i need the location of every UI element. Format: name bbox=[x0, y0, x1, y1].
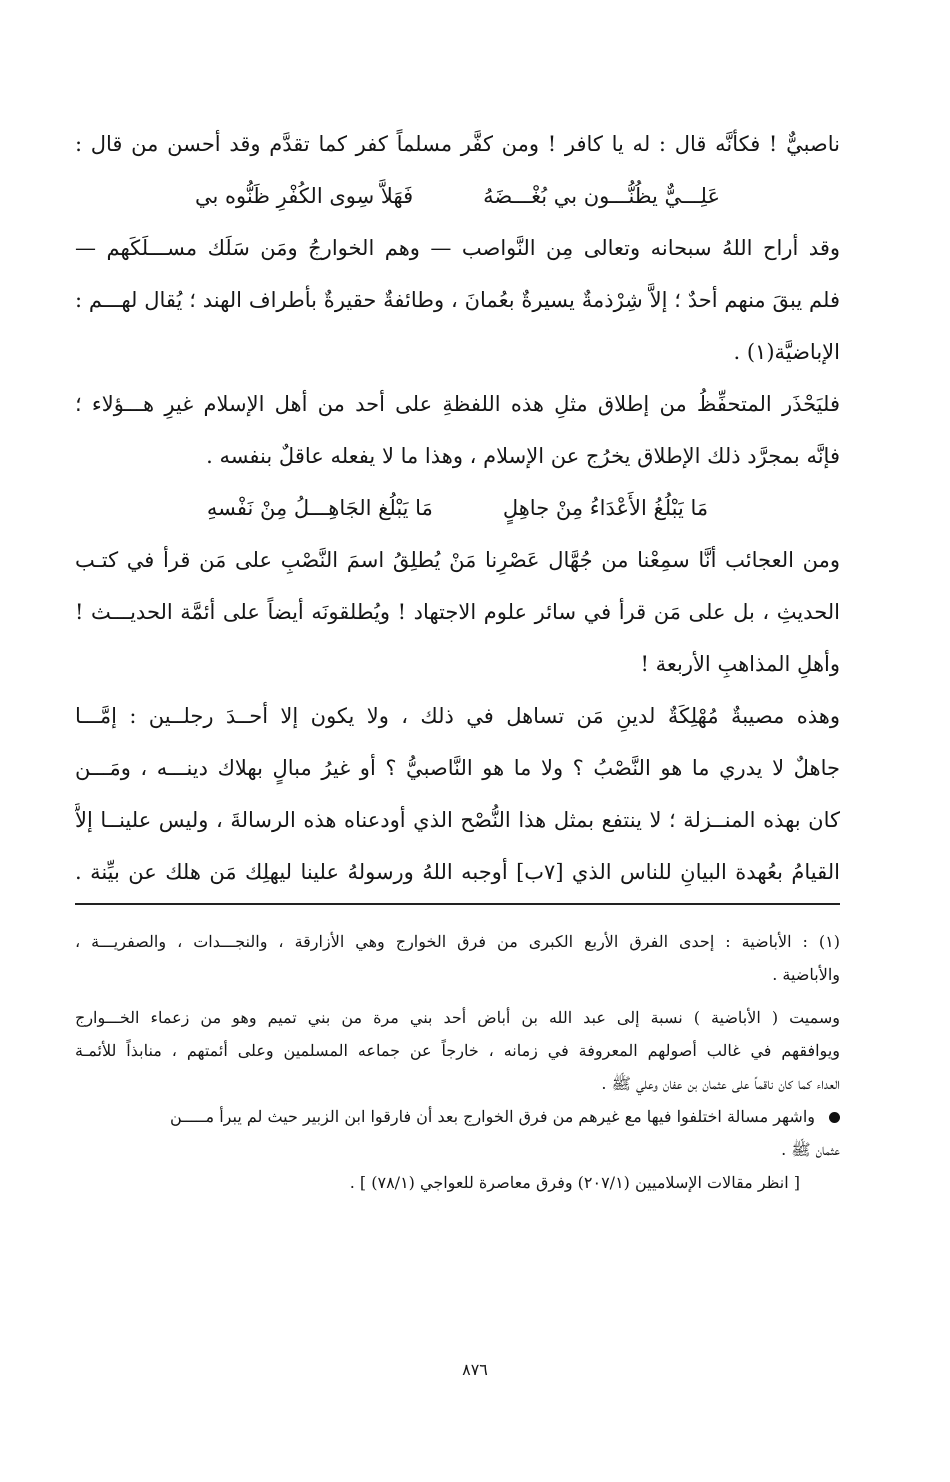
text-line: فليَحْذَر المتحفِّظُ من إطلاق مثلِ هذه اللفظةِ على أحد من أهل الإسلام غيرِ هـــؤلاء ؛ bbox=[75, 392, 840, 416]
footnote-bullet-line bbox=[75, 1100, 840, 1133]
footnote-line: [ انظر مقالات الإسلاميين (٢٠٧/١) وفرق معاصرة للعواجي (٧٨/١) ] . bbox=[349, 1173, 800, 1192]
text-line: كان بهذه المنــزلة ؛ لا ينتفع بمثل هذا النُّصْح الذي أودعناه هذه الرسالةَ ، وليس علينــا إلاَّ bbox=[75, 808, 840, 832]
footnote-separator bbox=[75, 903, 840, 905]
text-line: فلم يبقَ منهم أحدٌ ؛ إلاَّ شِرْذمةٌ يسيرةٌ بعُمانَ ، وطائفةٌ حقيرةٌ بأطراف الهند ؛ يُقال لهـــم : bbox=[75, 288, 840, 312]
text-line: الإباضيَّة(١) . bbox=[733, 340, 840, 364]
text-line: جاهلٌ لا يدري ما هو النَّصْبُ ؟ ولا ما هو النَّاصبيُّ ؟ أو غيرُ مبالٍ بهلاك دينـــه ، ومَـــن bbox=[75, 756, 840, 780]
text-line: ومن العجائب أنَّا سمِعْنا من جُهَّال عَصْرِنا مَنْ يُطلِقُ اسمَ النَّصْبِ على مَن قرأ في كتـب bbox=[75, 548, 840, 572]
verse-second-hemistich: مَا يَبْلُغ الجَاهِـــلُ مِنْ نَفْسهِ bbox=[206, 496, 433, 520]
footnote-line: (١) : الأباضية : إحدى الفرق الأربع الكبرى من فرق الخوارج وهي الأزارقة ، والنجـــدات ، والصفريـــة ، bbox=[75, 932, 840, 951]
verse-first-hemistich: مَا يَبْلُغُ الأَعْدَاءُ مِنْ جاهِلٍ bbox=[502, 496, 709, 520]
footnote-line: ويوافقهم في غالب أصولهم المعروفة في زمانه ، خارجاً عن جماعه المسلمين وعلى أئمتهم ، منابذاً للأئمـة bbox=[75, 1041, 840, 1060]
text-line: ناصبيٌّ ! فكأنَّه قال : له يا كافر ! ومن كفَّر مسلماً كفر كما تقدَّم وقد أحسن من قال : bbox=[75, 132, 840, 156]
page-number: ٨٧٦ bbox=[462, 1360, 488, 1379]
text-line: وقد أراح اللهُ سبحانه وتعالى مِن النَّواصب — وهم الخوارجُ ومَن سَلَك مســـلَكَهم — bbox=[75, 236, 840, 260]
footnote-line: وسميت ( الأباضية ) نسبة إلى عبد الله بن أباض أحد بني مرة من بني تميم وهو من زعماء الخـــوارج bbox=[75, 1008, 840, 1027]
text-line: وهذه مصيبةٌ مُهْلِكَةٌ لدينِ مَن تساهل في ذلك ، ولا يكون إلا أحــدَ رجلــين : إمَّـــا bbox=[75, 704, 840, 728]
verse-first-hemistich: عَلِـــيٌّ يظُنُّـــون بي بُغْـــضَهُ bbox=[483, 184, 720, 208]
footnote-text: واشهر مسالة اختلفوا فيها مع غيرهم من فرق الخوارج بعد أن فارقوا ابن الزبير حيث لم يبرأ مـــــن bbox=[169, 1107, 815, 1126]
bullet-icon bbox=[829, 1112, 840, 1123]
footnotes bbox=[75, 925, 840, 1199]
footnote-line: عثمان ﷺ . bbox=[781, 1140, 840, 1159]
text-line: القيامُ بعُهدة البيانِ للناس الذي [٧ب] أوجبه اللهُ ورسولهُ علينا ليهلِك مَن هلك عن بيِّنة . bbox=[75, 860, 840, 884]
verse-line bbox=[75, 482, 840, 534]
text-line: الحديثِ ، بل على مَن قرأ في سائر علوم الاجتهاد ! ويُطلقونَه أيضاً على أئمَّة الحديـــث ! bbox=[75, 600, 840, 624]
verse-second-hemistich: فَهَلاَّ سِوى الكُفْرِ ظَنُّوه بي bbox=[195, 184, 414, 208]
footnote-line: العداء كما كان ناقماً على عثمان بن عفان وعلي ﷺ . bbox=[601, 1074, 840, 1093]
main-text bbox=[75, 118, 840, 898]
verse-line bbox=[75, 170, 840, 222]
footnote-line: والأباضية . bbox=[772, 965, 840, 984]
text-line: فإنَّه بمجرَّد ذلك الإطلاق يخرُج عن الإسلام ، وهذا ما لا يفعله عاقلٌ بنفسه . bbox=[206, 444, 840, 468]
text-line: وأهلِ المذاهبِ الأربعة ! bbox=[640, 652, 840, 676]
